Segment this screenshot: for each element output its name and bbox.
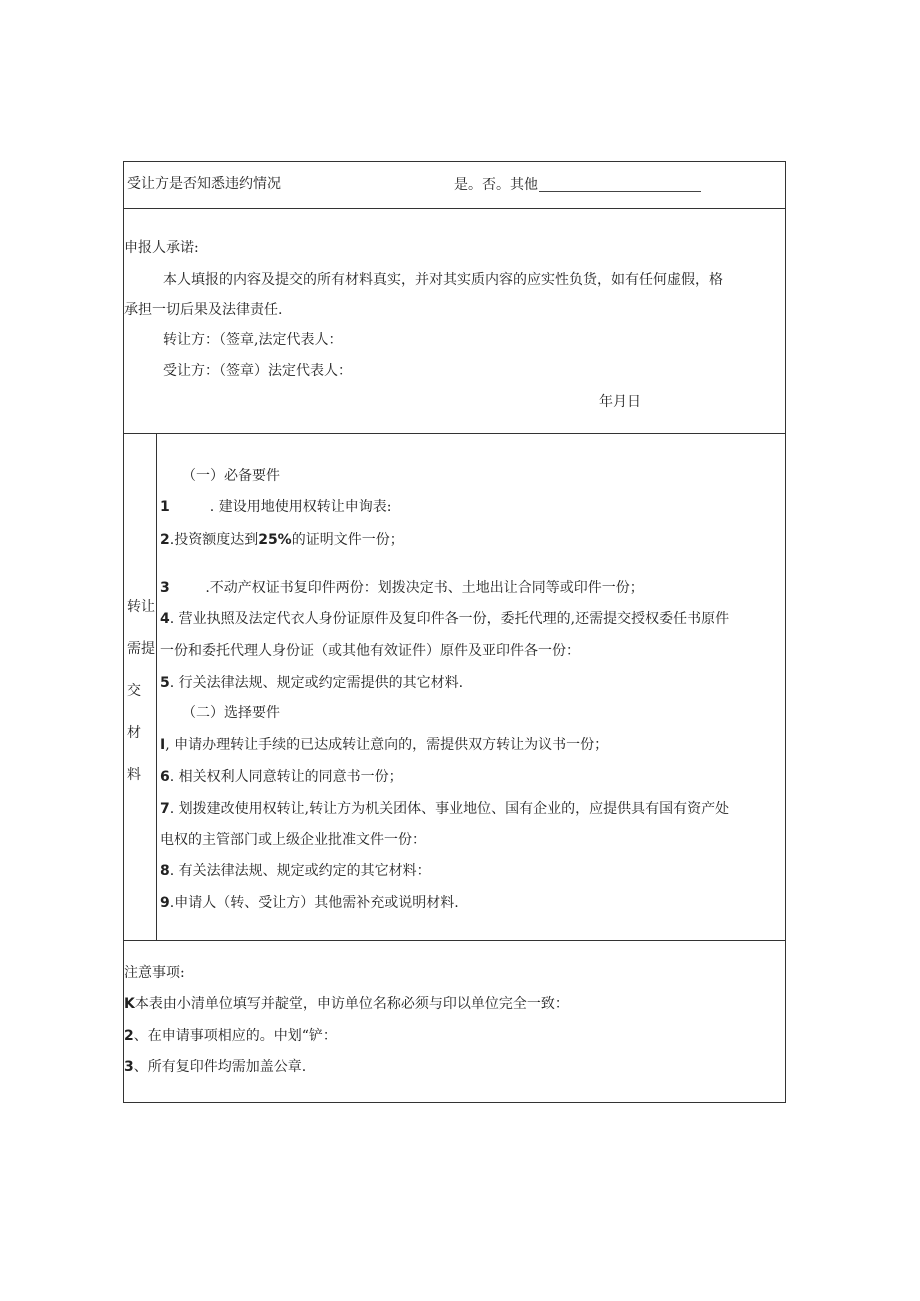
item-number: 6 [160, 769, 170, 785]
optional-items-title: （二）选择要件 [182, 705, 280, 721]
item-number: 2 [160, 532, 170, 548]
note-text: 、所有复印件均需加盖公章. [133, 1059, 307, 1075]
material-item-4-cont [160, 644, 580, 658]
required-items-title: （一）必备要件 [182, 468, 280, 484]
side-label-line: 转让 [127, 599, 155, 615]
declaration-text-line1: 本人填报的内容及提交的所有材料真实，并对其实质内容的应实性负货，如有任何虚假，格 [163, 272, 723, 288]
note-number: K [124, 996, 135, 1012]
item-text: . 行关法律法规、规定或约定需提供的其它材料. [169, 675, 464, 691]
item-number: I [160, 737, 166, 753]
materials-row [124, 434, 785, 941]
material-item-5 [160, 676, 463, 690]
side-label-line: 料 [127, 767, 141, 783]
item-number: 5 [160, 675, 170, 691]
item-number: 7 [160, 801, 170, 817]
optional-item-1 [160, 738, 608, 752]
note-text: 本表由小清单位填写并靛堂，申访单位名称必须与印以单位完全一致： [134, 996, 569, 1012]
note-number: 2 [124, 1028, 134, 1044]
declaration-title: 申报人承诺: [124, 240, 199, 256]
declaration-date: 年月日 [599, 394, 641, 410]
materials-side-label [124, 434, 157, 940]
awareness-label: 受让方是否知悉违约情况 [127, 176, 281, 192]
declaration-text-line2: 承担一切后果及法律责任. [124, 302, 283, 318]
item-text: . 营业执照及法定代衣人身份证原件及复印件各一份，委托代理的,还需提交授权委任书原件 [169, 611, 730, 627]
notes-title: 注意事项: [124, 965, 185, 981]
optional-item-7 [160, 802, 729, 816]
material-item-1 [160, 500, 391, 514]
material-item-3 [160, 581, 644, 595]
other-blank-field[interactable] [539, 177, 701, 192]
optional-item-8 [160, 864, 431, 878]
declaration-row [124, 209, 785, 434]
side-label-line: 需提 [127, 641, 155, 657]
item-text: . 相关权利人同意转让的同意书一份； [169, 769, 403, 785]
note-item-1 [124, 997, 569, 1011]
optional-item-6 [160, 770, 403, 784]
transferee-signature-line: 受让方：（签章）法定代表人： [163, 363, 352, 379]
side-label-line: 交 [127, 683, 141, 699]
item-number: 1 [160, 499, 170, 515]
note-item-3 [124, 1060, 306, 1074]
note-number: 3 [124, 1059, 134, 1075]
item-bold-value: 25% [258, 532, 292, 548]
awareness-options-text: 是。否。其他 [454, 177, 538, 193]
item-number: 3 [160, 580, 170, 596]
notes-row [124, 941, 785, 1102]
transferor-signature-line: 转让方：（签章,法定代表人： [163, 332, 343, 348]
awareness-row [124, 162, 785, 209]
item-text: .不动产权证书复印件两份：划拨决定书、土地出让合同等或印件一份； [169, 580, 644, 596]
item-text: .申请人（转、受让方）其他需补充或说明材料. [169, 895, 459, 911]
note-text: 、在申请事项相应的。中划“铲： [133, 1028, 337, 1044]
item-text: . 有关法律法规、规定或约定的其它材料： [169, 863, 431, 879]
item-text: 一份和委托代理人身份证（或其他有效证件）原件及亚印件各一份： [160, 643, 580, 659]
side-label-line: 材 [127, 725, 141, 741]
optional-item-7-cont [160, 833, 426, 847]
awareness-options [454, 177, 701, 192]
material-item-2 [160, 533, 404, 547]
item-text: . 划拨建改使用权转让,转让方为机关团体、事业地位、国有企业的，应提供具有国有资产处 [169, 801, 730, 817]
item-text: 电权的主管部门或上级企业批准文件一份： [160, 832, 426, 848]
material-item-4 [160, 612, 729, 626]
optional-item-9 [160, 896, 459, 910]
item-text: .投资额度达到 [169, 532, 259, 548]
item-number: 8 [160, 863, 170, 879]
item-text: . 建设用地使用权转让申询表: [169, 499, 392, 515]
item-text-rest: 的证明文件一份； [291, 532, 404, 548]
item-number: 4 [160, 611, 170, 627]
item-text: , 申请办理转让手续的已达成转让意向的，需提供双方转让为议书一份； [165, 737, 609, 753]
note-item-2 [124, 1029, 337, 1043]
item-number: 9 [160, 895, 170, 911]
application-form-table [123, 161, 786, 1103]
